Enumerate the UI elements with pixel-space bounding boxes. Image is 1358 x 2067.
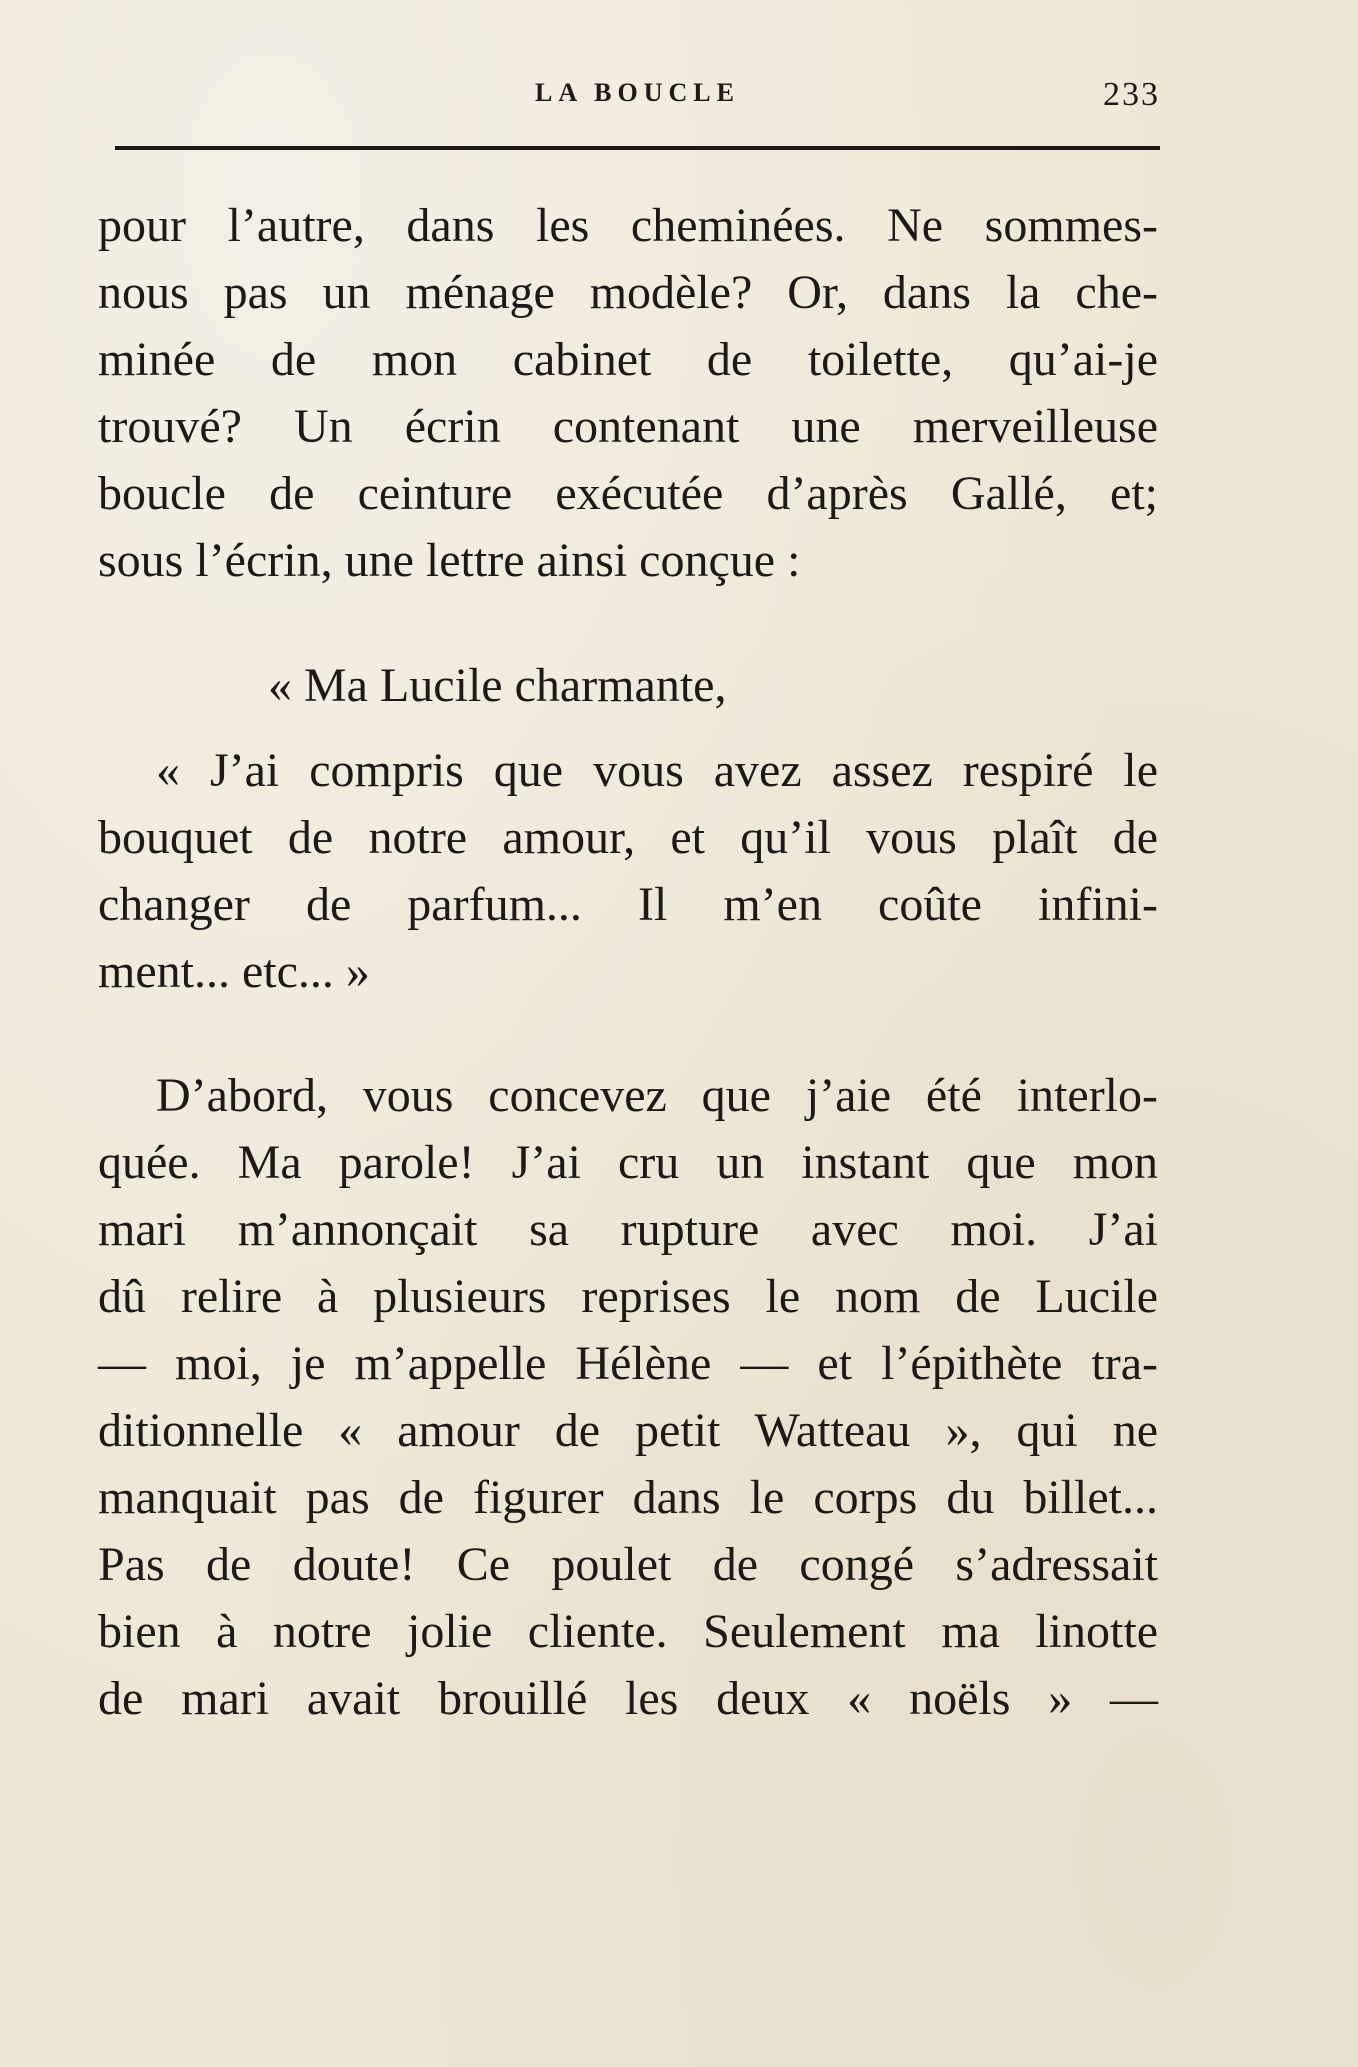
text-line: dû relire à plusieurs reprises le nom de Lucile <box>98 1270 1158 1323</box>
text-line: — moi, je m’appelle Hélène — et l’épithète tra- <box>98 1337 1158 1390</box>
text-line: trouvé? Un écrin contenant une merveilleuse <box>98 400 1158 453</box>
text-line: mari m’annonçait sa rupture avec moi. J’ai <box>98 1203 1158 1256</box>
text-line: bouquet de notre amour, et qu’il vous plaît de <box>98 811 1158 864</box>
text-line: quée. Ma parole! J’ai cru un instant que mon <box>98 1136 1158 1189</box>
text-line: D’abord, vous concevez que j’aie été interlo- <box>156 1069 1158 1122</box>
text-line: manquait pas de figurer dans le corps du billet... <box>98 1471 1158 1524</box>
text-line: sous l’écrin, une lettre ainsi conçue : <box>98 534 801 587</box>
text-line: bien à notre jolie cliente. Seulement ma linotte <box>98 1605 1158 1658</box>
text-line: minée de mon cabinet de toilette, qu’ai-je <box>98 333 1158 386</box>
running-title: LA BOUCLE <box>535 78 740 107</box>
text-line: nous pas un ménage modèle? Or, dans la che- <box>98 266 1158 319</box>
text-line: ditionnelle « amour de petit Watteau », qui ne <box>98 1404 1158 1457</box>
text-line: pour l’autre, dans les cheminées. Ne sommes- <box>98 199 1158 252</box>
text-line: Pas de doute! Ce poulet de congé s’adressait <box>98 1538 1158 1591</box>
text-line: de mari avait brouillé les deux « noëls » — <box>98 1672 1158 1725</box>
text-line: boucle de ceinture exécutée d’après Gallé, et; <box>98 467 1158 520</box>
letter-salutation: « Ma Lucile charmante, <box>268 659 727 712</box>
header-rule <box>115 146 1160 150</box>
page-number: 233 <box>1103 76 1160 113</box>
text-line: changer de parfum... Il m’en coûte infini- <box>98 878 1158 931</box>
text-line: ment... etc... » <box>98 945 370 998</box>
text-line: « J’ai compris que vous avez assez respiré le <box>156 744 1158 797</box>
running-head <box>115 78 1160 118</box>
